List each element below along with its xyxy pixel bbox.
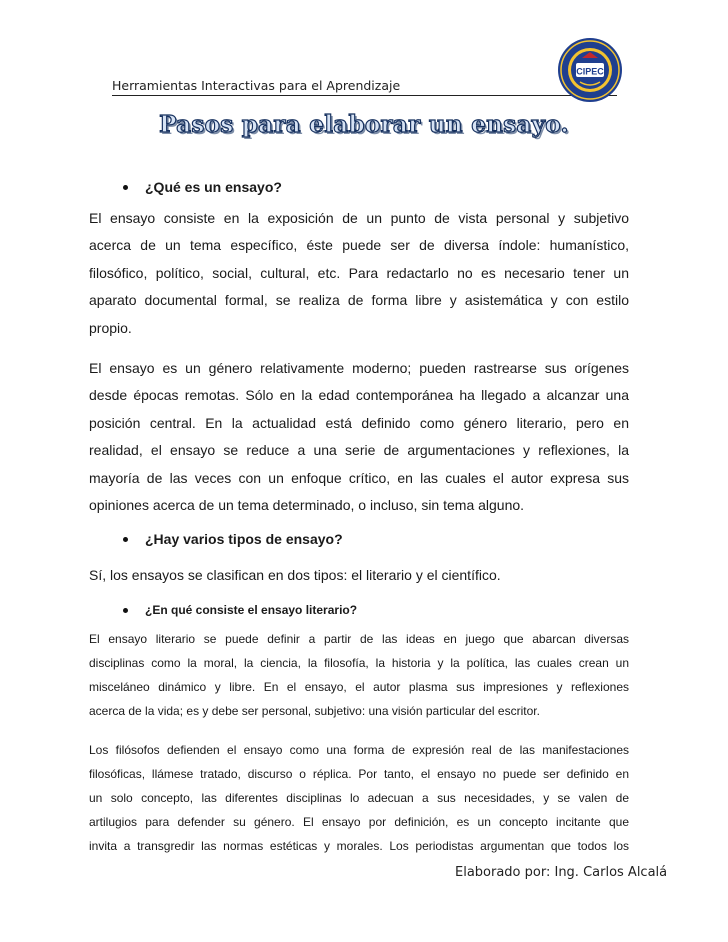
paragraph-4-line: El ensayo literario se puede definir a partir de las ideas en juego que abarcan diversas [89, 632, 629, 646]
page-title: Pasos para elaborar un ensayo. [159, 111, 569, 138]
paragraph-5-line: invita a transgredir las normas estéticas y morales. Los periodistas argumentan que todos los [89, 839, 629, 853]
paragraph-5 [89, 738, 629, 858]
paragraph-1-line: propio. [89, 319, 132, 336]
bullet-question-2 [123, 531, 343, 547]
paragraph-1-line: El ensayo consiste en la exposición de un punto de vista personal y subjetivo [89, 210, 629, 226]
paragraph-2-line: mayoría de las veces con un enfoque crítico, en las cuales el autor expresa sus [89, 469, 629, 486]
logo-label: CIPEC [576, 66, 604, 77]
paragraph-3-line: Sí, los ensayos se clasifican en dos tipos: el literario y el científico. [89, 567, 501, 583]
bullet-dot-icon [123, 608, 128, 613]
paragraph-2-line: realidad, el ensayo se reduce a una serie de argumentaciones y reflexiones, la [89, 442, 629, 459]
paragraph-2-line: opiniones acerca de un tema determinado, o incluso, sin tema alguno. [89, 497, 525, 514]
bullet-dot-icon [123, 537, 128, 542]
paragraph-5-line: un solo concepto, las diferentes disciplinas lo adecuan a sus necesidades, y se valen de [89, 791, 629, 805]
paragraph-5-line: artilugios para defender su género. El ensayo por definición, es un concepto incitante que [89, 815, 629, 829]
question-1: ¿Qué es un ensayo? [145, 179, 282, 195]
paragraph-4-line: disciplinas como la moral, la ciencia, la filosofía, la historia y la política, las cuales crean un [89, 656, 629, 670]
paragraph-1-line: acerca de un tema específico, éste puede ser de diversa índole: humanístico, [89, 237, 629, 254]
question-3: ¿En qué consiste el ensayo literario? [145, 603, 358, 617]
paragraph-1 [89, 205, 629, 342]
paragraph-3 [89, 562, 629, 589]
paragraph-5-line: filosóficas, llámese tratado, discurso o réplica. Por tanto, el ensayo no puede ser definido en [89, 767, 629, 781]
paragraph-1-line: filosófico, político, social, cultural, etc. Para redactarlo no es necesario tener un [89, 264, 629, 281]
paragraph-2-line: desde épocas remotas. Sólo en la edad contemporánea ha llegado a alcanzar una [89, 387, 629, 404]
header-text: Herramientas Interactivas para el Aprendizaje [112, 78, 401, 93]
paragraph-1-line: aparato documental formal, se realiza de forma libre y asistemática y con estilo [89, 292, 629, 309]
paragraph-4-line: acerca de la vida; es y debe ser personal, subjetivo: una visión particular del escritor. [89, 704, 540, 718]
page-header [112, 78, 617, 96]
bullet-question-1 [123, 179, 282, 195]
bullet-dot-icon [123, 185, 128, 190]
paragraph-4 [89, 627, 629, 723]
paragraph-5-line: Los filósofos defienden el ensayo como una forma de expresión real de las manifestaciones [89, 743, 629, 757]
paragraph-2-line: El ensayo es un género relativamente moderno; pueden rastrearse sus orígenes [89, 360, 629, 376]
paragraph-2-line: posición central. En la actualidad está definido como género literario, pero en [89, 414, 629, 431]
paragraph-2 [89, 355, 629, 519]
bullet-question-3 [123, 603, 357, 617]
page-footer: Elaborado por: Ing. Carlos Alcalá [455, 865, 668, 880]
paragraph-4-line: misceláneo dinámico y libre. En el ensayo, el autor plasma sus impresiones y reflexiones [89, 680, 629, 694]
cipec-logo [556, 36, 624, 104]
question-2: ¿Hay varios tipos de ensayo? [145, 531, 343, 547]
